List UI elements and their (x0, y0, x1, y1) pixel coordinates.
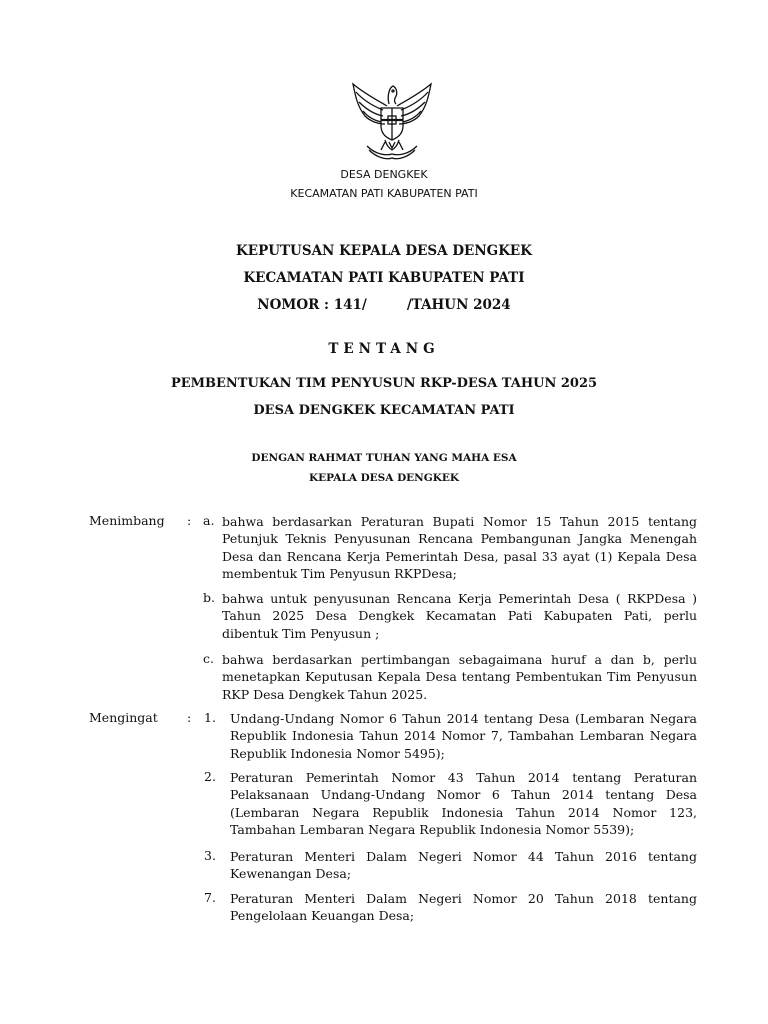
garuda-emblem (343, 76, 441, 160)
mengingat-item-2: Peraturan Pemerintah Nomor 43 Tahun 2014 tentang Peraturan Pelaksanaan Undang-Undang Nomor 6 Tahun 2014 tentang Desa (Lembaran Negara Republik Indonesia Tahun 2014 Nomor 123, Tambahan Lembaran Negara Republik Indonesia Nomor 5539); (230, 770, 697, 837)
menimbang-label: Menimbang (89, 513, 165, 528)
kepala-desa-line: KEPALA DESA DENGKEK (308, 472, 459, 484)
decree-number-right: /TAHUN 2024 (406, 297, 511, 313)
village-name: DESA DENGKEK (340, 168, 428, 181)
decree-number-left: NOMOR : 141/ (257, 297, 367, 313)
menimbang-colon: : (187, 513, 192, 528)
mengingat-marker-2: 2. (204, 769, 216, 784)
mengingat-marker-3: 3. (204, 848, 216, 863)
rahmat-line: DENGAN RAHMAT TUHAN YANG MAHA ESA (251, 452, 517, 464)
menimbang-marker-c: c. (203, 651, 214, 666)
mengingat-marker-1: 1. (204, 710, 216, 725)
decree-title-line2: KECAMATAN PATI KABUPATEN PATI (243, 270, 525, 286)
district-name: KECAMATAN PATI KABUPATEN PATI (290, 187, 478, 200)
subject-line1: PEMBENTUKAN TIM PENYUSUN RKP-DESA TAHUN 2025 (170, 376, 598, 391)
menimbang-item-c: bahwa berdasarkan pertimbangan sebagaimana huruf a dan b, perlu menetapkan Keputusan Kepala Desa tentang Pembentukan Tim Penyusun RKP Desa Dengkek Tahun 2025. (222, 652, 697, 702)
menimbang-item-b: bahwa untuk penyusunan Rencana Kerja Pemerintah Desa ( RKPDesa ) Tahun 2025 Desa Dengkek Kecamatan Pati Kabupaten Pati, perlu dibentuk Tim Penyusun ; (222, 591, 697, 641)
tentang-heading: TENTANG (328, 341, 440, 357)
decree-number (0, 297, 768, 313)
decree-title-line1: KEPUTUSAN KEPALA DESA DENGKEK (236, 243, 532, 259)
menimbang-marker-b: b. (203, 590, 215, 605)
mengingat-colon: : (187, 710, 192, 725)
mengingat-label: Mengingat (89, 710, 158, 725)
mengingat-item-7: Peraturan Menteri Dalam Negeri Nomor 20 Tahun 2018 tentang Pengelolaan Keuangan Desa; (230, 891, 697, 924)
mengingat-item-1: Undang-Undang Nomor 6 Tahun 2014 tentang Desa (Lembaran Negara Republik Indonesia Tahun 2014 Nomor 7, Tambahan Lembaran Negara Republik Indonesia Nomor 5495); (230, 711, 697, 761)
menimbang-item-a: bahwa berdasarkan Peraturan Bupati Nomor 15 Tahun 2015 tentang Petunjuk Teknis Penyusunan Rencana Pembangunan Jangka Menengah Desa dan Rencana Kerja Pemerintah Desa, pasal 33 ayat (1) Kepala Desa membentuk Tim Penyusun RKPDesa; (222, 514, 697, 581)
mengingat-marker-7: 7. (204, 890, 216, 905)
subject-line2: DESA DENGKEK KECAMATAN PATI (253, 403, 515, 418)
menimbang-marker-a: a. (203, 513, 215, 528)
mengingat-item-3: Peraturan Menteri Dalam Negeri Nomor 44 Tahun 2016 tentang Kewenangan Desa; (230, 849, 697, 882)
